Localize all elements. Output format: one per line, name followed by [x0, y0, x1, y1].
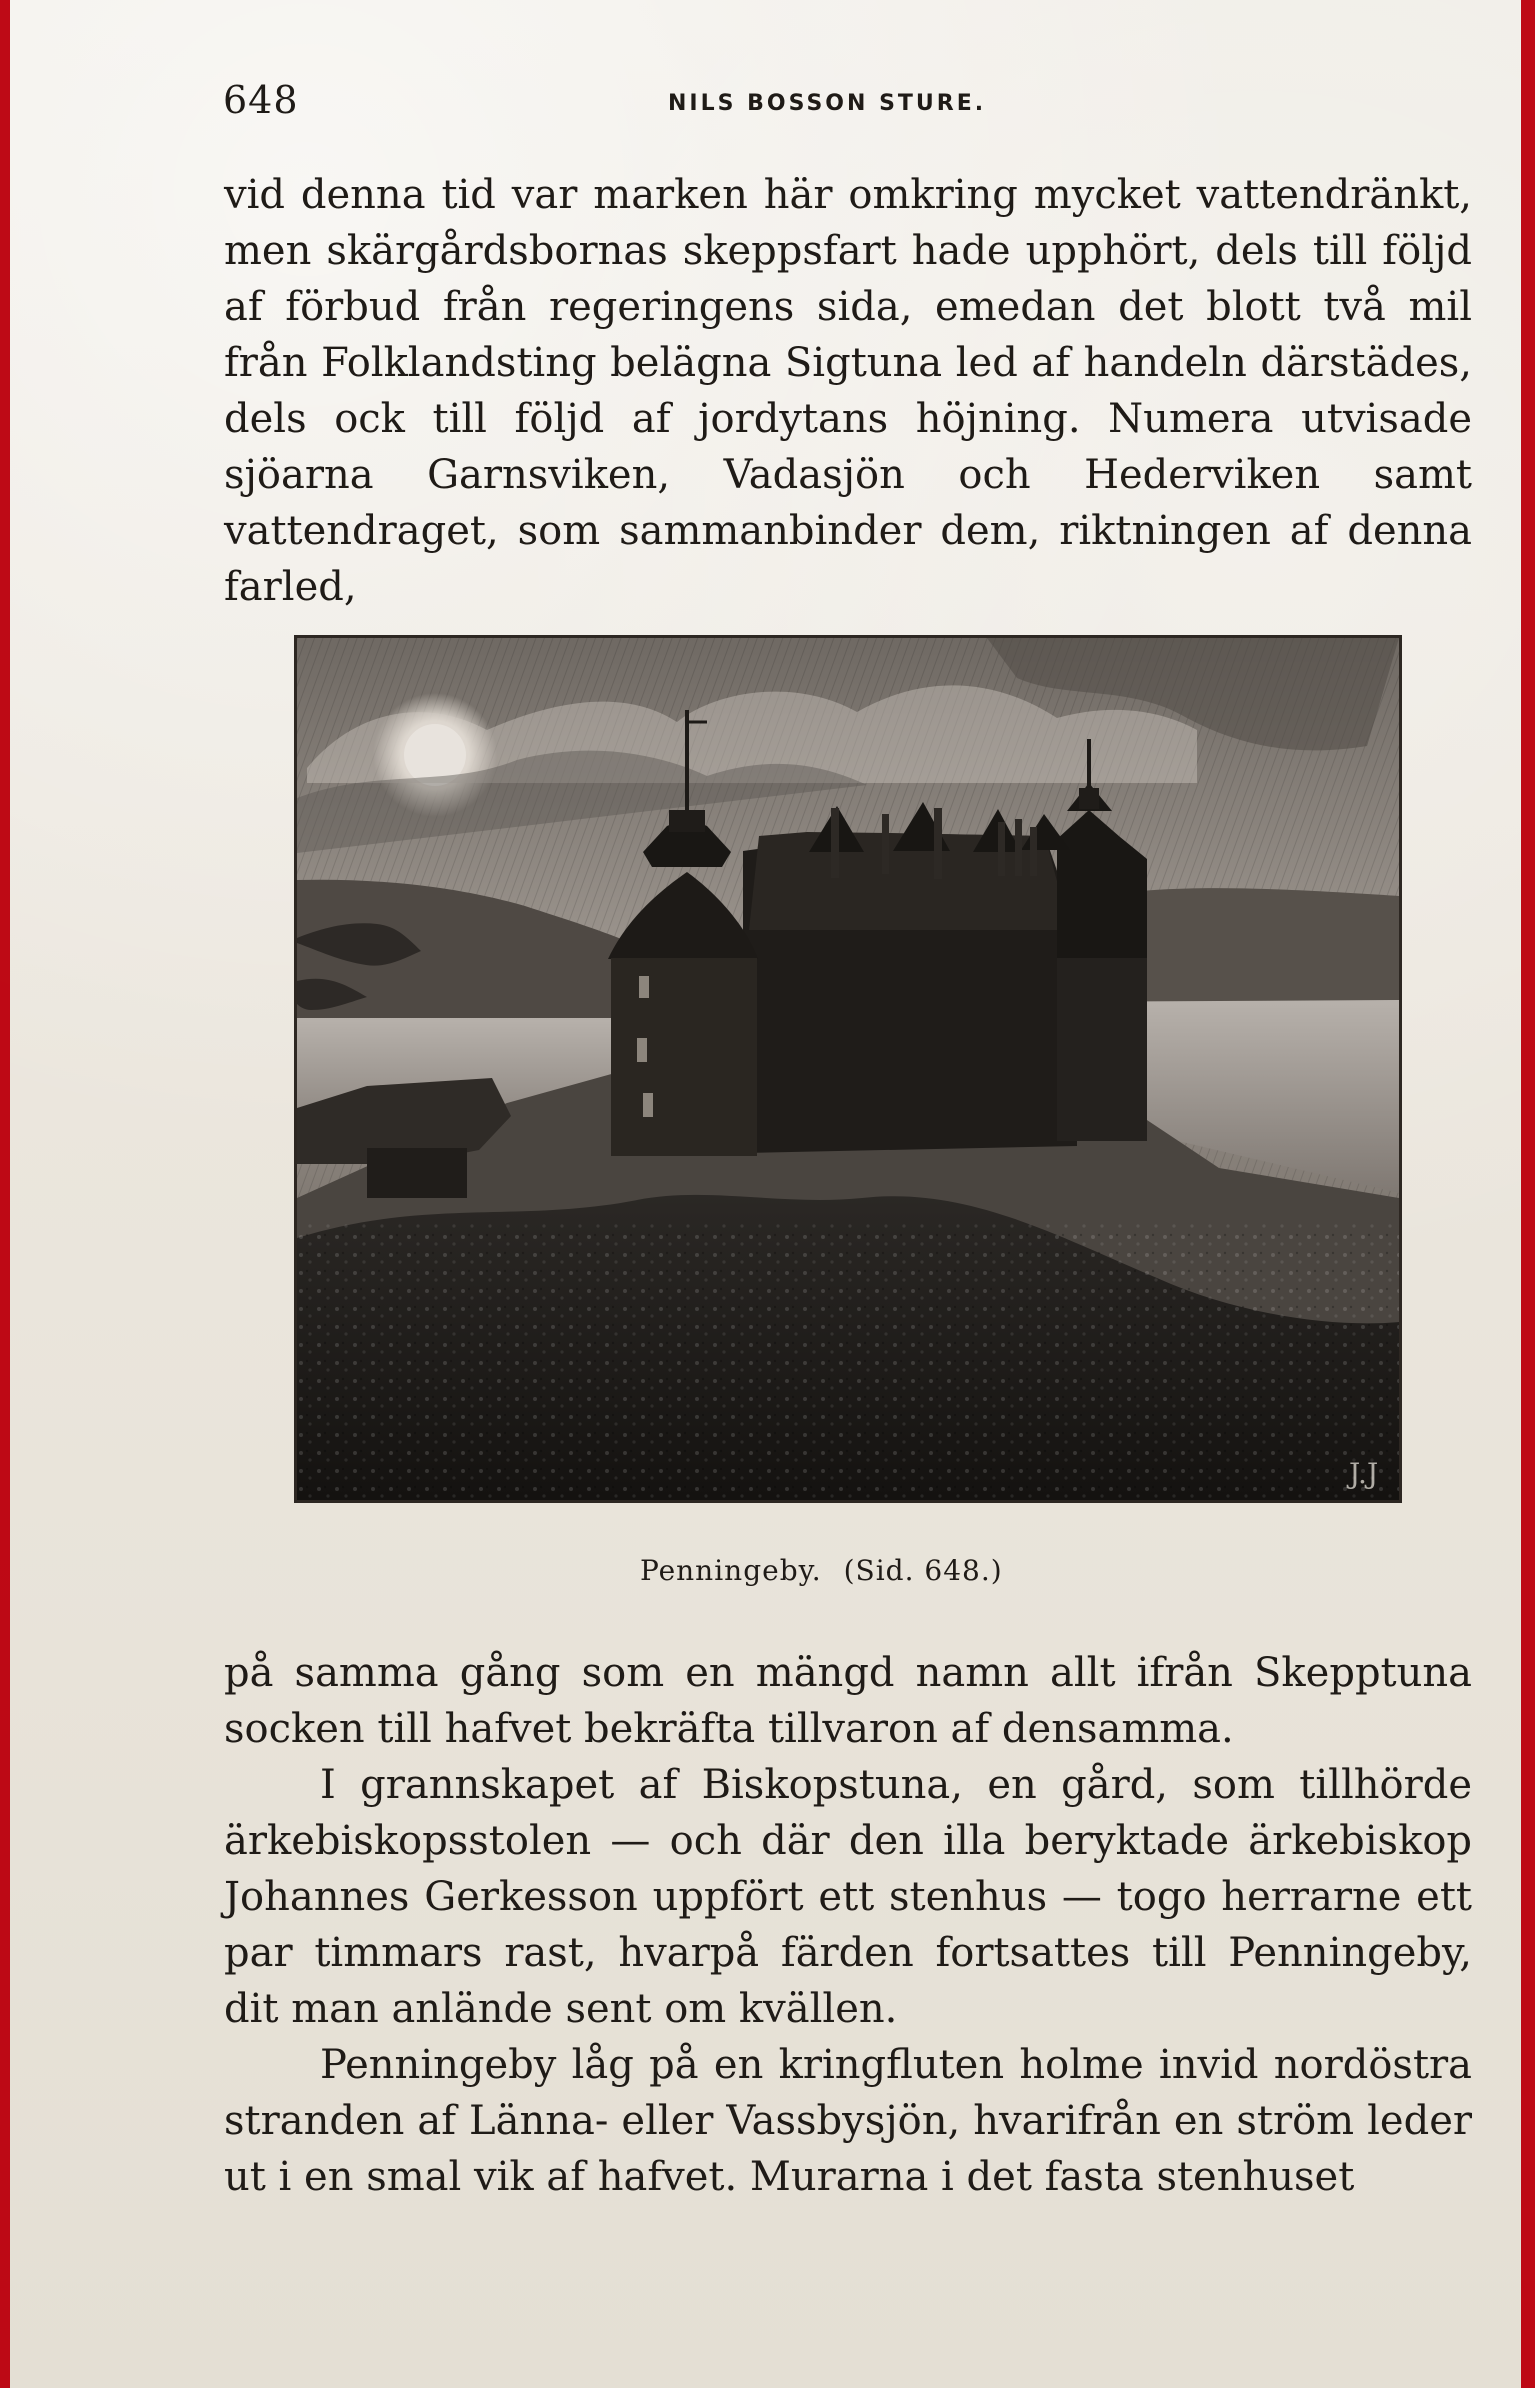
- bottom-paragraph-3: Penningeby låg på en kringfluten holme invid nordöstra stranden af Länna- eller Vassbysjön, hvarifrån en ström leder ut i en smal vik af hafvet. Murarna i det fasta stenhuset: [224, 2042, 1472, 2200]
- left-red-edge: [0, 0, 10, 2388]
- top-paragraph: vid denna tid var marken här omkring mycket vattendränkt, men skärgårdsbornas skeppsfart hade upphört, dels till följd af förbud från regeringens sida, emedan det blott två mil från Folklandsting belägna Sigtuna led af handeln därstädes, dels ock till följd af jordytans höjning. Numera utvisade sjöarna Garnsviken, Vadasjön och Hederviken samt vattendraget, som sammanbinder dem, riktningen af denna farled,: [224, 172, 1472, 610]
- caption-reference: (Sid. 648.): [843, 1554, 1003, 1587]
- bottom-text-block: [224, 1645, 1472, 2205]
- castle-engraving: [297, 638, 1399, 1500]
- top-paragraph-block: [224, 167, 1472, 615]
- bottom-paragraph-2: I grannskapet af Biskopstuna, en gård, som tillhörde ärkebiskopsstolen — och där den illa beryktade ärkebiskop Johannes Gerkesson uppfört ett stenhus — togo herrarne ett par timmars rast, hvarpå färden fortsattes till Penningeby, dit man anlände sent om kvällen.: [224, 1762, 1472, 2032]
- left-cottage-wall: [367, 1148, 467, 1198]
- page-number: 648: [223, 78, 299, 122]
- running-title: NILS BOSSON STURE.: [668, 91, 987, 116]
- foliage-texture: [297, 1223, 1399, 1500]
- right-red-edge: [1521, 0, 1535, 2388]
- figure-caption: [640, 1554, 1003, 1587]
- artist-monogram: J.J: [1349, 1457, 1379, 1490]
- bottom-paragraph-1: på samma gång som en mängd namn allt ifrån Skepptuna socken till hafvet bekräfta tillvaron af densamma.: [224, 1650, 1472, 1752]
- caption-title: Penningeby.: [640, 1554, 822, 1587]
- penningeby-illustration: [294, 635, 1402, 1503]
